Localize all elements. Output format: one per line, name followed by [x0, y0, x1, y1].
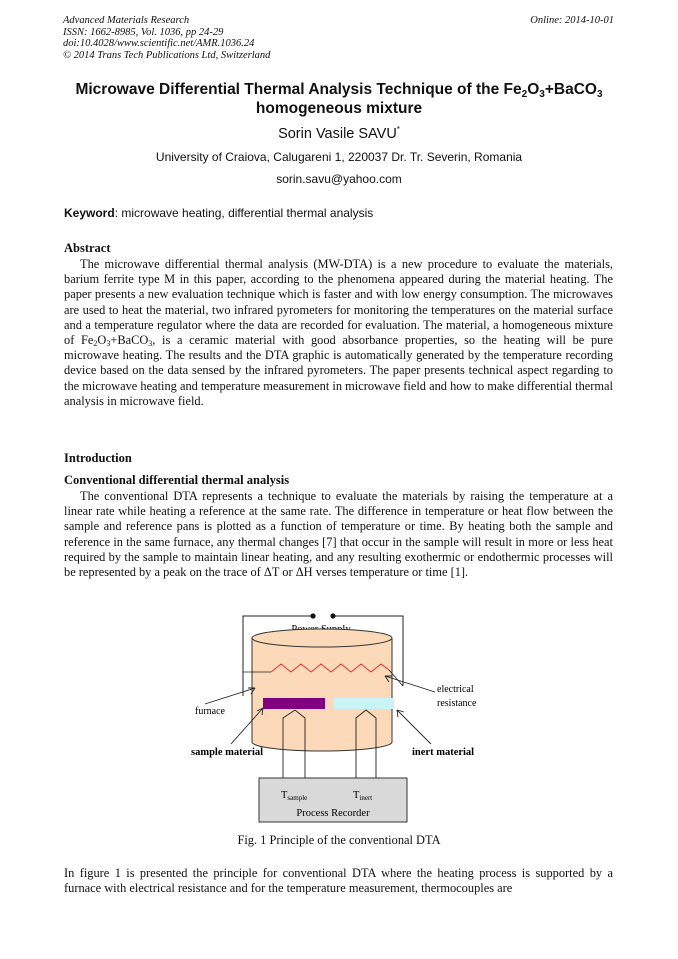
inert-bar: [334, 698, 394, 709]
keyword-text: : microwave heating, differential thermal analysis: [114, 206, 374, 220]
paper-title: [40, 80, 638, 118]
process-recorder-label: Process Recorder: [296, 808, 370, 819]
inert-material-label: inert material: [412, 747, 475, 758]
furnace-label: furnace: [195, 706, 225, 717]
abstract-sub-2: 3: [106, 339, 111, 349]
title-sub-2: 3: [539, 89, 545, 100]
resistance-label: resistance: [437, 698, 477, 709]
title-line-2: homogeneous mixture: [255, 100, 423, 117]
furnace-body: [252, 638, 392, 751]
affiliation: University of Craiova, Calugareni 1, 220037 Dr. Tr. Severin, Romania: [155, 150, 523, 164]
title-sub-3: 3: [596, 89, 603, 100]
author-mark: *: [396, 125, 400, 134]
title-sub-1: 2: [521, 89, 528, 100]
introduction-heading: Introduction: [64, 451, 132, 465]
abstract-text: [64, 257, 613, 409]
title-text-3: +BaCO: [544, 81, 597, 98]
abstract-text-a: The microwave differential thermal analysis (MW-DTA) is a new procedure to evaluate the materials, barium ferrite type M in this paper, according to the phenomena appeared during the material heating. The paper presents a new evaluation technique which is faster and with low energy consumption. The microwaves are used to heat the material, two infrared pyrometers for monitoring the temperatures on the material surface and a temperature regulator where the data are recorded for evaluation. The material, a homogeneous mixture of Fe: [64, 257, 613, 348]
abstract-heading: Abstract: [64, 241, 111, 255]
inert-arrow: [397, 710, 431, 744]
abstract-text-b: , is a ceramic material with good absorbance properties, so the heating will be pure microwave heating. The results and the DTA graphic is automatically generated by the temperature recording device based on the data sensed by the infrared pyrometers. The paper presents technical aspect regarding to the microwave heating and temperature measurement in microwave field and how to make differential thermal analysis in microwave field.: [64, 333, 613, 408]
terminal-left: [310, 613, 315, 618]
abstract-text-o: O: [97, 333, 107, 348]
journal-copyright: © 2014 Trans Tech Publications Ltd, Switzerland: [63, 49, 271, 61]
figure-caption: Fig. 1 Principle of the conventional DTA: [237, 833, 441, 847]
t-inert-label: Tinert: [353, 790, 373, 802]
author: [0, 125, 678, 142]
journal-name: Advanced Materials Research: [63, 15, 190, 26]
terminal-right: [330, 613, 335, 618]
abstract-text-baco: +BaCO: [110, 333, 149, 348]
conventional-dta-heading: Conventional differential thermal analysis: [64, 473, 290, 487]
abstract-sub-3: 3: [148, 339, 153, 349]
journal-doi: doi:10.4028/www.scientific.net/AMR.1036.24: [63, 38, 255, 49]
sample-material-label: sample material: [191, 747, 264, 758]
author-email[interactable]: sorin.savu@yahoo.com: [276, 172, 402, 186]
keywords: [64, 206, 373, 220]
furnace-arrow: [205, 688, 255, 704]
title-text-2: O: [527, 81, 540, 98]
furnace-top: [252, 629, 392, 647]
journal-meta: [63, 15, 270, 61]
title-text-1: Microwave Differential Thermal Analysis Technique of the Fe: [75, 81, 522, 98]
author-name: Sorin Vasile SAVU: [278, 126, 397, 142]
journal-issn: ISSN: 1662-8985, Vol. 1036, pp 24-29: [63, 26, 224, 38]
online-date: Online: 2014-10-01: [530, 15, 614, 26]
body-text-end: In figure 1 is presented the principle for conventional DTA where the heating process is supported by a furnace with electrical resistance and for the temperature measurement, thermocouples are: [64, 866, 613, 896]
keyword-label: Keyword: [64, 206, 115, 220]
introduction-text: The conventional DTA represents a technique to evaluate the materials by raising the temperature at a linear rate while heating a reference at the same rate. The difference in temperature or heat flow between the sample and reference pans is plotted as a function of temperature or time. By heating both the sample and reference in the same furnace, any thermal changes [7] that occur in the sample will result in more or less heat required by the sample to maintain linear heating, and any resulting exothermic or endothermic processes will be represented by a peak on the trace of ΔT or ΔH verses temperature or time [1].: [64, 489, 613, 580]
electrical-label: electrical: [437, 684, 474, 695]
t-sample-label: Tsample: [281, 790, 308, 802]
abstract-sub-1: 2: [93, 339, 98, 349]
dta-principle-diagram: [185, 608, 495, 826]
sample-bar: [263, 698, 325, 709]
